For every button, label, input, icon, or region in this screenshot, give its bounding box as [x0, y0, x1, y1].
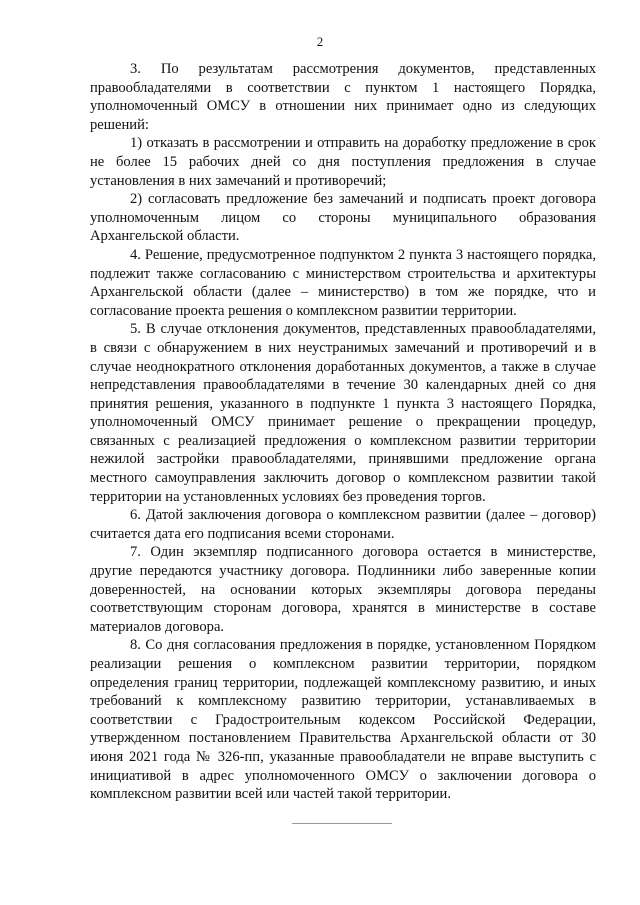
paragraph-3-sub-2: 2) согласовать предложение без замечаний и подписать проект договора уполномоченным лицом со стороны муниципального образования Архангельской области.	[90, 191, 596, 245]
page-number: 2	[316, 34, 324, 49]
paragraph-4: 4. Решение, предусмотренное подпунктом 2 пункта 3 настоящего порядка, подлежит также согласованию с министерством строительства и архитектуры Архангельской области (далее – министерство) в том же порядке, что и согласование проекта решения о комплексном развитии территории.	[90, 246, 596, 319]
paragraph-5: 5. В случае отклонения документов, представленных правообладателями, в связи с обнаружением в них неустранимых замечаний и противоречий и в случае неоднократного отклонения доработанных документов, а также в случае непредставления правообладателями в течение 30 календарных дней со дня принятия решения, указанного в подпункте 1 пункта 3 настоящего Порядка, уполномоченный ОМСУ принимает решение о прекращении процедур, связанных с реализацией предложения о комплексном развитии территории нежилой застройки правообладателями, принявшими предложение органа местного самоуправления заключить договор о комплексном развитии такой территории на установленных условиях без проведения торгов.	[90, 321, 596, 505]
paragraph-6: 6. Датой заключения договора о комплексном развитии (далее – договор) считается дата его подписания всеми сторонами.	[90, 507, 596, 542]
footer-divider	[292, 823, 392, 824]
document-body	[90, 60, 596, 804]
paragraph-8: 8. Со дня согласования предложения в порядке, установленном Порядком реализации решения о комплексном развитии территории, порядком определения границ территории, подлежащей комплексному развитию, и иных требований к комплексному развитию территории, устанавливаемых в соответствии с Градостроительным кодексом Российской Федерации, утвержденном постановлением Правительства Архангельской области от 30 июня 2021 года № 326-пп, указанные правообладатели не вправе выступить с инициативой в адрес уполномоченного ОМСУ о заключении договора о комплексном развитии всей или частей такой территории.	[90, 637, 596, 803]
paragraph-7: 7. Один экземпляр подписанного договора остается в министерстве, другие передаются участнику договора. Подлинники либо заверенные копии доверенностей, на основании которых экземпляры договора переданы соответствующим сторонам договора, хранятся в министерстве в составе материалов договора.	[90, 544, 596, 635]
paragraph-3: 3. По результатам рассмотрения документов, представленных правообладателями в соответствии с пунктом 1 настоящего Порядка, уполномоченный ОМСУ в отношении них принимает одно из следующих решений:	[90, 61, 596, 133]
paragraph-3-sub-1: 1) отказать в рассмотрении и отправить на доработку предложение в срок не более 15 рабочих дней со дня поступления предложения в случае установления в них замечаний и противоречий;	[90, 135, 596, 189]
